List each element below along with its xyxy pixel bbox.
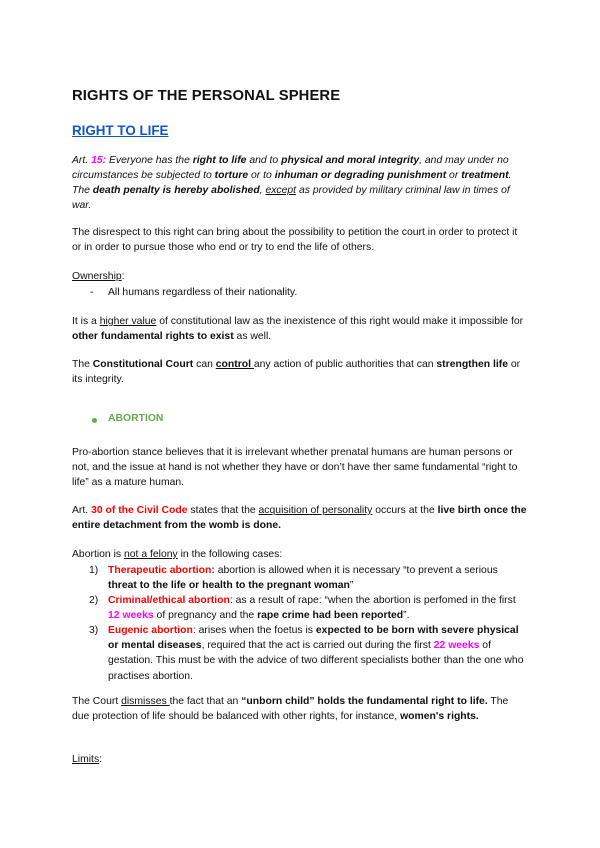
higher-value-paragraph: It is a higher value of constitutional law as the inexistence of this right would make it impossible for other fundamental rights to exist as well. — [72, 316, 524, 343]
page-title: RIGHTS OF THE PERSONAL SPHERE — [72, 88, 341, 104]
article-30-paragraph: Art. 30 of the Civil Code states that the acquisition of personality occurs at the live birth once the entire detachment from the womb is done. — [72, 505, 527, 532]
disrespect-paragraph: The disrespect to this right can bring about the possibility to petition the court in order to protect it or in order to pursue those who end or try to end the life of others. — [72, 227, 518, 254]
section-heading-right-to-life[interactable]: RIGHT TO LIFE — [72, 123, 169, 138]
list-item: 2) Criminal/ethical abortion: as a result of rape: “when the abortion is perfomed in the first 12 weeks of pregnancy and the rape crime had been reported”. — [89, 595, 516, 622]
pro-abortion-paragraph: Pro-abortion stance believes that it is irrelevant whether prenatal humans are human persons or not, and the issue at hand is not whether they have or don’t have ther same fundamental “right to life” as a mature human. — [72, 447, 518, 489]
list-item: 3) Eugenic abortion: arises when the foetus is expected to be born with severe physical or mental diseases, required that the act is carried out during the first 22 weeks of gestation. This must be with the advice of two different specialists bother than the one who practises abortion. — [89, 625, 524, 682]
ownership-heading: Ownership: — [72, 271, 125, 282]
list-item: 1) Therapeutic abortion: abortion is allowed when it is necessary “to prevent a serious threat to the life or health to the pregnant woman” — [89, 565, 498, 592]
abortion-heading: ABORTION — [108, 413, 164, 424]
list-dash: - — [90, 287, 94, 298]
bullet-icon — [92, 418, 97, 423]
court-dismisses-paragraph: The Court dismisses the fact that an “unborn child” holds the fundamental right to life. The due protection of life should be balanced with other rights, for instance, women's rights. — [72, 696, 509, 723]
article-number: 15: — [91, 155, 107, 166]
ownership-item: All humans regardless of their nationality. — [108, 287, 298, 298]
limits-heading: Limits: — [72, 754, 103, 765]
abortion-cases-list — [72, 563, 528, 684]
felony-intro: Abortion is not a felony in the following cases: — [72, 549, 283, 560]
article-15-paragraph: Art. 15: Everyone has the right to life and to physical and moral integrity, and may under no circumstances be subjected to torture or to inhuman or degrading punishment or treatment. The death penalty is hereby abolished, except as provided by military criminal law in times of war. — [72, 155, 512, 212]
constitutional-court-paragraph: The Constitutional Court can control any action of public authorities that can strengthen life or its integrity. — [72, 359, 521, 386]
